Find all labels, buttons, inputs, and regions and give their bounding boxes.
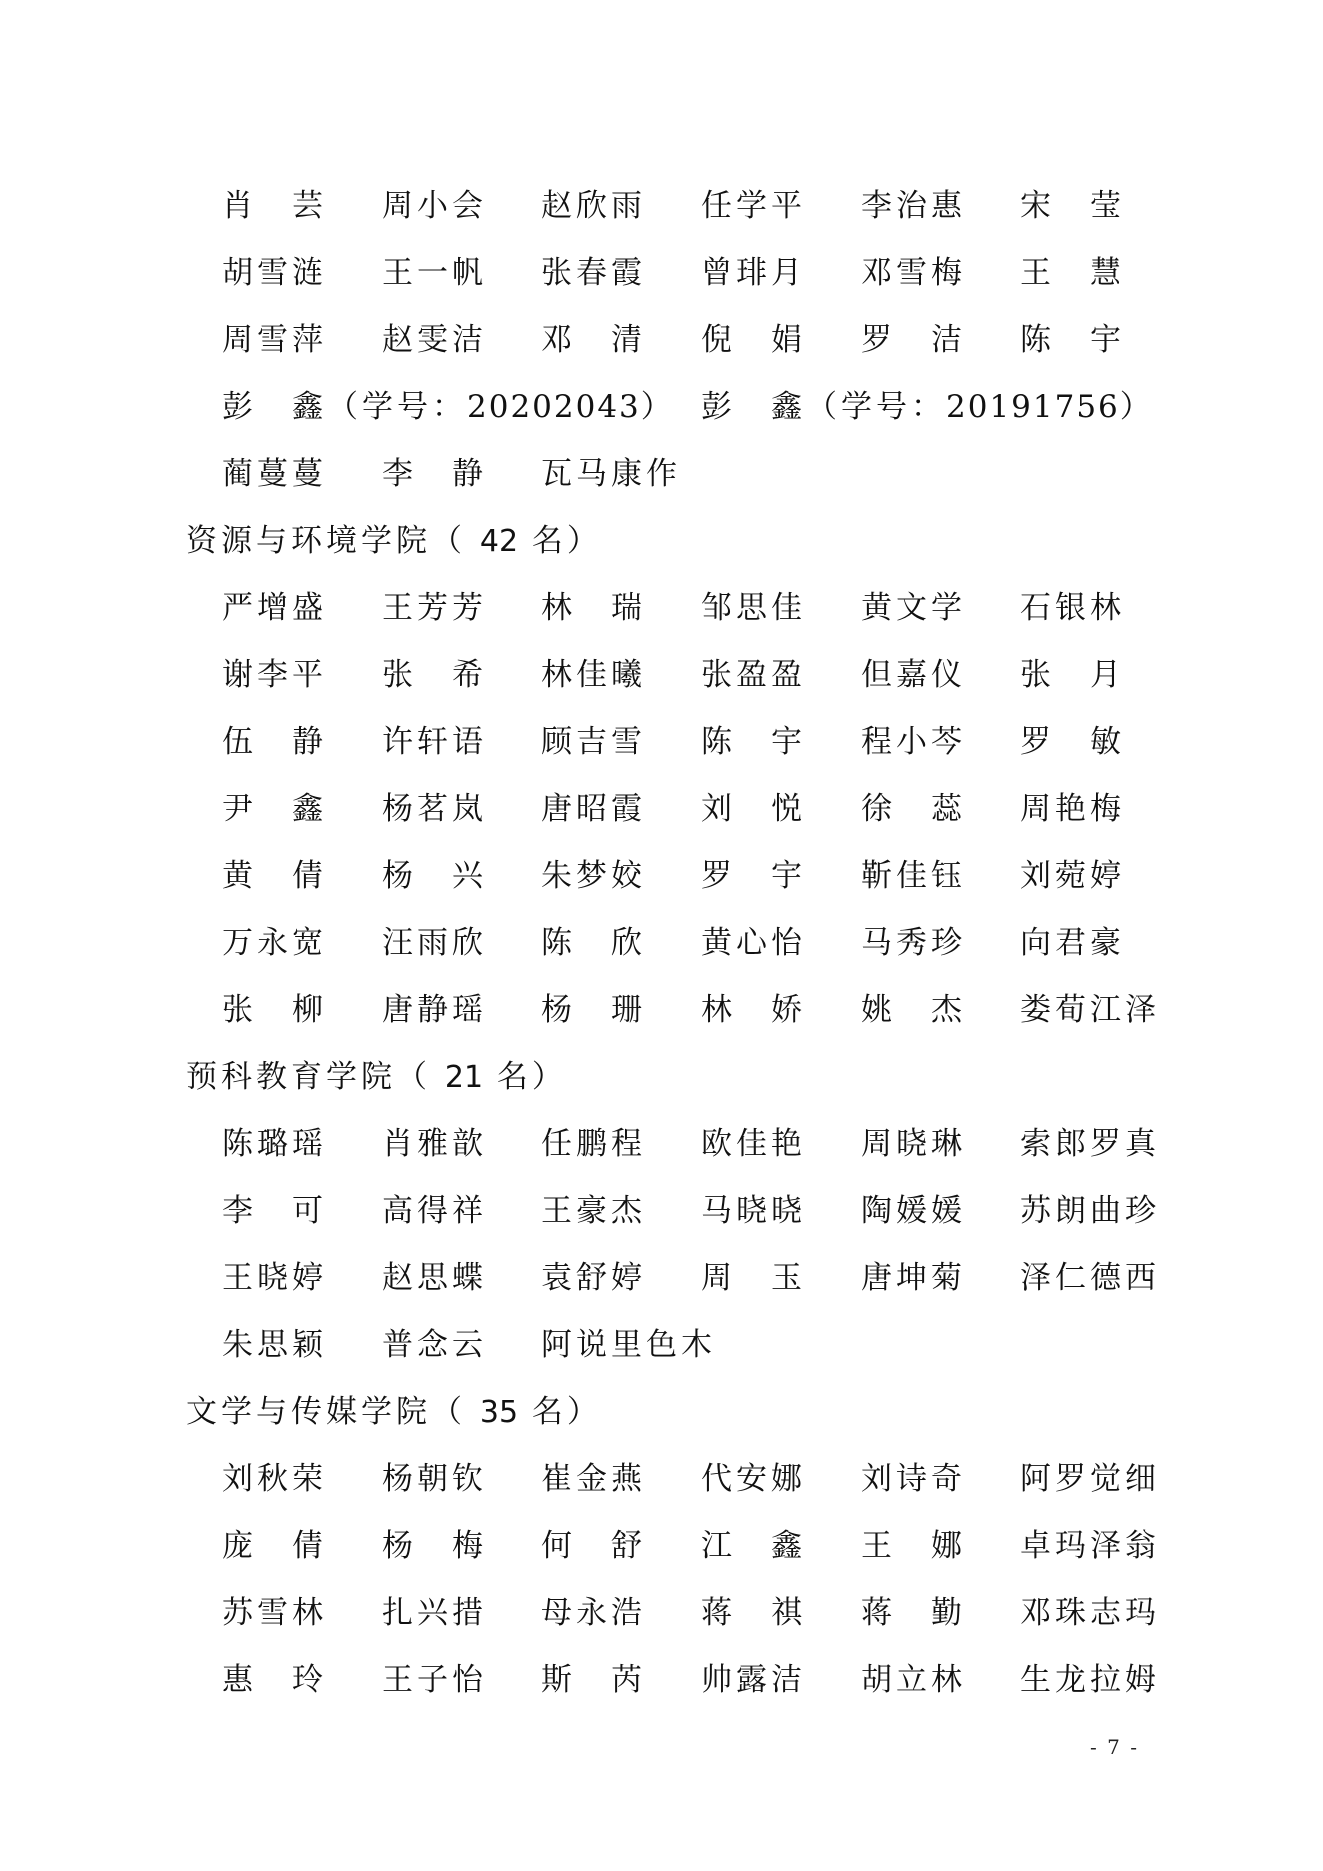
student-name: 周艳梅 <box>1020 791 1125 827</box>
student-name: 陈璐瑶 <box>222 1126 327 1162</box>
student-name: 陈 宇 <box>701 724 806 760</box>
student-name: 陈 宇 <box>1020 322 1125 358</box>
student-name: 肖雅歆 <box>382 1126 487 1162</box>
name-row <box>0 846 1323 906</box>
name-row <box>0 1315 1323 1375</box>
name-row <box>0 1248 1323 1308</box>
student-name: 罗 宇 <box>701 858 806 894</box>
student-id-close: ） <box>640 389 676 425</box>
student-name: 阿罗觉细 <box>1020 1461 1160 1497</box>
student-name: 马秀珍 <box>861 925 966 961</box>
student-name: 张 希 <box>382 657 487 693</box>
name-row <box>0 913 1323 973</box>
student-name: 欧佳艳 <box>701 1126 806 1162</box>
student-name: 杨茗岚 <box>382 791 487 827</box>
student-name: 王晓婷 <box>222 1260 327 1296</box>
student-name: 苏雪林 <box>222 1595 327 1631</box>
name-row <box>0 444 1323 504</box>
page-number: - 7 - <box>1090 1735 1139 1759</box>
name-row <box>0 1449 1323 1509</box>
student-name: 瓦马康作 <box>541 456 681 492</box>
student-name: 邓 清 <box>541 322 646 358</box>
student-name: 赵雯洁 <box>382 322 487 358</box>
student-name: 倪 娟 <box>701 322 806 358</box>
student-name: 阿说里色木 <box>541 1327 716 1363</box>
student-with-id <box>222 377 676 437</box>
student-name: 王一帆 <box>382 255 487 291</box>
student-name: 周晓琳 <box>861 1126 966 1162</box>
student-name: 宋 莹 <box>1020 188 1125 224</box>
student-name: 袁舒婷 <box>541 1260 646 1296</box>
student-name: 李治惠 <box>861 188 966 224</box>
student-name: 刘菀婷 <box>1020 858 1125 894</box>
student-name: 肖 芸 <box>222 188 327 224</box>
student-name: 张春霞 <box>541 255 646 291</box>
student-name: 苏朗曲珍 <box>1020 1193 1160 1229</box>
name-row <box>0 1181 1323 1241</box>
student-name: 林 娇 <box>701 992 806 1028</box>
student-name: 帅露洁 <box>701 1662 806 1698</box>
section-heading <box>186 511 602 571</box>
name-row <box>0 243 1323 303</box>
section-count: 21 <box>444 1060 484 1095</box>
student-name: 泽仁德西 <box>1020 1260 1160 1296</box>
student-name: 黄心怡 <box>701 925 806 961</box>
student-name: 向君豪 <box>1020 925 1125 961</box>
student-name: 刘 悦 <box>701 791 806 827</box>
student-name: 斯 芮 <box>541 1662 646 1698</box>
student-id-label: （学号： <box>806 389 946 425</box>
student-name: 卓玛泽翁 <box>1020 1528 1160 1564</box>
student-name: 蒋 祺 <box>701 1595 806 1631</box>
section-count: 42 <box>479 524 519 559</box>
student-name: 杨 梅 <box>382 1528 487 1564</box>
section-title: 资源与环境学院（ <box>186 523 466 559</box>
student-name: 胡立林 <box>861 1662 966 1698</box>
student-name: 王 娜 <box>861 1528 966 1564</box>
student-name: 万永宽 <box>222 925 327 961</box>
student-name: 唐坤菊 <box>861 1260 966 1296</box>
student-name: 张 柳 <box>222 992 327 1028</box>
student-name: 陶媛媛 <box>861 1193 966 1229</box>
student-name: 唐静瑶 <box>382 992 487 1028</box>
section-count: 35 <box>479 1395 519 1430</box>
student-name: 李 可 <box>222 1193 327 1229</box>
student-name: 蒋 勤 <box>861 1595 966 1631</box>
student-name: 林 瑞 <box>541 590 646 626</box>
student-name: 罗 敏 <box>1020 724 1125 760</box>
student-name: 江 鑫 <box>701 1528 806 1564</box>
student-name: 徐 蕊 <box>861 791 966 827</box>
student-name: 何 舒 <box>541 1528 646 1564</box>
student-name: 任学平 <box>701 188 806 224</box>
student-name: 朱思颖 <box>222 1327 327 1363</box>
name-row <box>0 176 1323 236</box>
student-name: 周 玉 <box>701 1260 806 1296</box>
student-name: 顾吉雪 <box>541 724 646 760</box>
student-name: 刘诗奇 <box>861 1461 966 1497</box>
student-id-close: ） <box>1119 389 1155 425</box>
section-suffix: 名） <box>531 1394 602 1430</box>
student-name: 姚 杰 <box>861 992 966 1028</box>
student-name: 杨 兴 <box>382 858 487 894</box>
student-name: 王 慧 <box>1020 255 1125 291</box>
section-heading <box>186 1047 567 1107</box>
student-name: 王子怡 <box>382 1662 487 1698</box>
name-row <box>0 980 1323 1040</box>
student-id-number: 20191756 <box>946 389 1120 425</box>
student-name: 生龙拉姆 <box>1020 1662 1160 1698</box>
student-name: 任鹏程 <box>541 1126 646 1162</box>
student-name: 赵欣雨 <box>541 188 646 224</box>
section-suffix: 名） <box>531 523 602 559</box>
student-name: 李 静 <box>382 456 487 492</box>
name-row <box>0 645 1323 705</box>
student-name: 庞 倩 <box>222 1528 327 1564</box>
section-heading <box>186 1382 602 1442</box>
student-name: 周雪萍 <box>222 322 327 358</box>
student-name: 严增盛 <box>222 590 327 626</box>
student-name: 尹 鑫 <box>222 791 327 827</box>
student-name: 彭 鑫 <box>701 389 806 425</box>
student-name: 唐昭霞 <box>541 791 646 827</box>
student-name: 周小会 <box>382 188 487 224</box>
student-name: 赵思蝶 <box>382 1260 487 1296</box>
student-id-number: 20202043 <box>467 389 641 425</box>
student-name: 普念云 <box>382 1327 487 1363</box>
student-name: 伍 静 <box>222 724 327 760</box>
student-name: 彭 鑫 <box>222 389 327 425</box>
student-name: 蔺蔓蔓 <box>222 456 327 492</box>
student-name: 林佳曦 <box>541 657 646 693</box>
name-row <box>0 779 1323 839</box>
section-title: 文学与传媒学院（ <box>186 1394 466 1430</box>
student-name: 张 月 <box>1020 657 1125 693</box>
name-row <box>0 1650 1323 1710</box>
student-name: 陈 欣 <box>541 925 646 961</box>
student-name: 惠 玲 <box>222 1662 327 1698</box>
name-row <box>0 1516 1323 1576</box>
student-name: 杨 珊 <box>541 992 646 1028</box>
student-name: 代安娜 <box>701 1461 806 1497</box>
student-name: 娄荀江泽 <box>1020 992 1160 1028</box>
name-row <box>0 712 1323 772</box>
student-with-id <box>701 377 1155 437</box>
student-name: 罗 洁 <box>861 322 966 358</box>
section-suffix: 名） <box>496 1059 567 1095</box>
student-name: 邹思佳 <box>701 590 806 626</box>
name-row <box>0 578 1323 638</box>
student-name: 黄 倩 <box>222 858 327 894</box>
student-name: 刘秋荣 <box>222 1461 327 1497</box>
student-name: 邓雪梅 <box>861 255 966 291</box>
name-row <box>0 1583 1323 1643</box>
student-name: 马晓晓 <box>701 1193 806 1229</box>
student-id-label: （学号： <box>327 389 467 425</box>
student-name: 王芳芳 <box>382 590 487 626</box>
student-name: 程小芩 <box>861 724 966 760</box>
student-id-row <box>0 377 1323 437</box>
student-name: 高得祥 <box>382 1193 487 1229</box>
student-name: 但嘉仪 <box>861 657 966 693</box>
name-row <box>0 1114 1323 1174</box>
student-name: 张盈盈 <box>701 657 806 693</box>
student-name: 许轩语 <box>382 724 487 760</box>
student-name: 杨朝钦 <box>382 1461 487 1497</box>
student-name: 朱梦姣 <box>541 858 646 894</box>
name-row <box>0 310 1323 370</box>
student-name: 崔金燕 <box>541 1461 646 1497</box>
student-name: 石银林 <box>1020 590 1125 626</box>
student-name: 黄文学 <box>861 590 966 626</box>
student-name: 靳佳钰 <box>861 858 966 894</box>
student-name: 扎兴措 <box>382 1595 487 1631</box>
student-name: 汪雨欣 <box>382 925 487 961</box>
student-name: 胡雪涟 <box>222 255 327 291</box>
student-name: 王豪杰 <box>541 1193 646 1229</box>
student-name: 索郎罗真 <box>1020 1126 1160 1162</box>
section-title: 预科教育学院（ <box>186 1059 431 1095</box>
student-name: 母永浩 <box>541 1595 646 1631</box>
student-name: 邓珠志玛 <box>1020 1595 1160 1631</box>
student-name: 曾琲月 <box>701 255 806 291</box>
student-name: 谢李平 <box>222 657 327 693</box>
